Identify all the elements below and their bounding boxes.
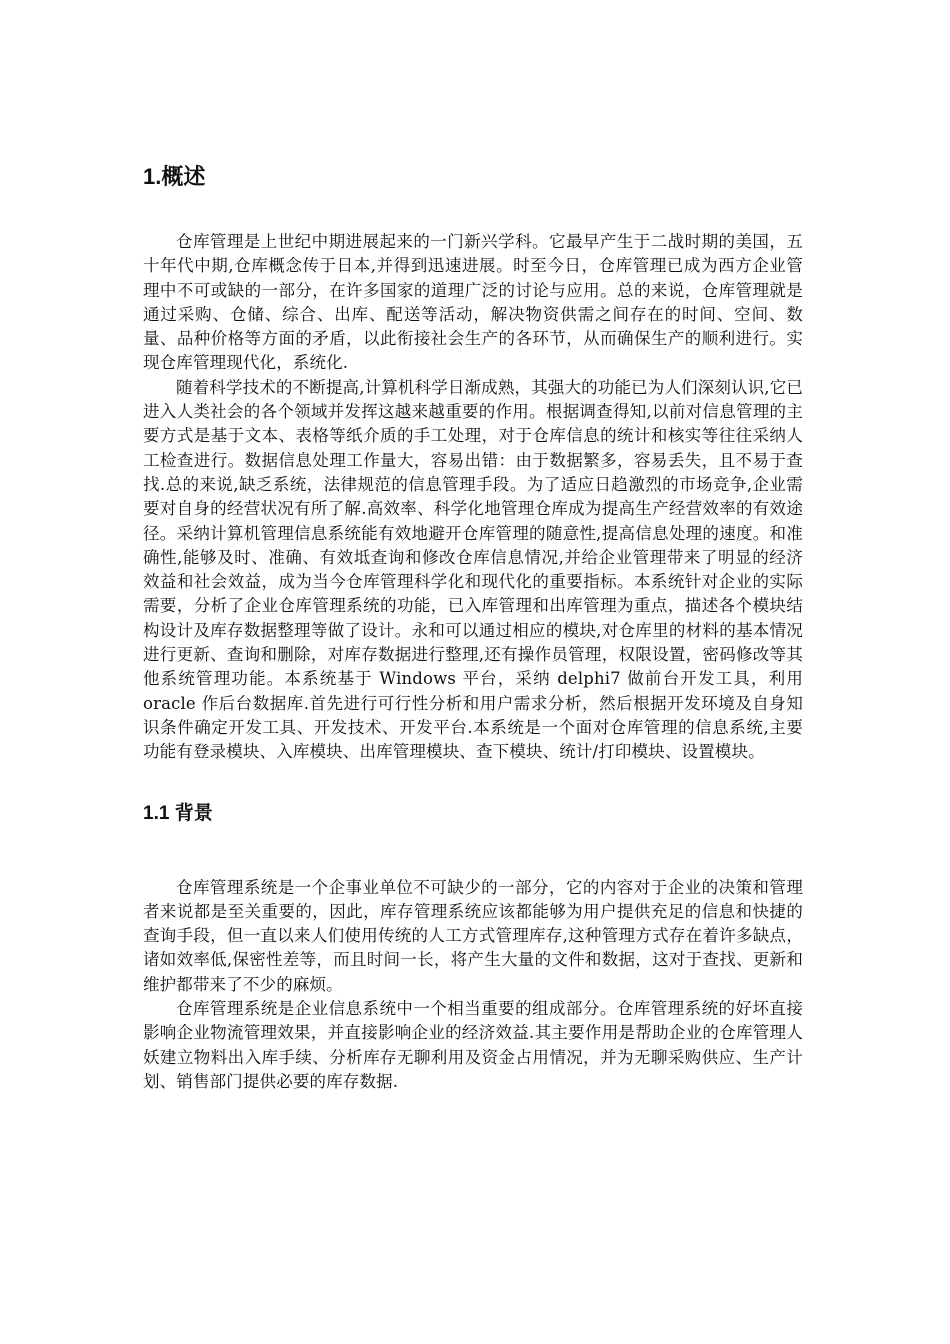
paragraph-overview-1: 仓库管理是上世纪中期进展起来的一门新兴学科。它最早产生于二战时期的美国，五十年代中期,仓库概念传于日本,并得到迅速进展。时至今日，仓库管理已成为西方企业管理中不可或缺的一部分，在许多国家的道理广泛的讨论与应用。总的来说，仓库管理就是通过采购、仓储、综合、出库、配送等活动，解决物资供需之间存在的时间、空间、数量、品种价格等方面的矛盾，以此衔接社会生产的各环节，从而确保生产的顺利进行。实现仓库管理现代化，系统化. xyxy=(143,232,803,373)
paragraph-background-2: 仓库管理系统是企业信息系统中一个相当重要的组成部分。仓库管理系统的好坏直接影响企业物流管理效果，并直接影响企业的经济效益.其主要作用是帮助企业的仓库管理人妖建立物料出入库手续、分析库存无聊利用及资金占用情况，并为无聊采购供应、生产计划、销售部门提供必要的库存数据. xyxy=(143,999,803,1091)
spacer xyxy=(143,765,803,799)
spacer xyxy=(143,194,803,230)
section-heading-background: 1.1 背景 xyxy=(143,802,213,824)
paragraph-background-1: 仓库管理系统是一个企事业单位不可缺少的一部分，它的内容对于企业的决策和管理者来说都是至关重要的，因此，库存管理系统应该都能够为用户提供充足的信息和快捷的查询手段，但一直以来人们使用传统的人工方式管理库存,这种管理方式存在着许多缺点，诸如效率低,保密性差等，而且时间一长，将产生大量的文件和数据，这对于查找、更新和维护都带来了不少的麻烦。 xyxy=(143,877,803,994)
section-heading-overview: 1.概述 xyxy=(143,164,206,189)
spacer xyxy=(143,829,803,876)
paragraph-overview-2: 随着科学技术的不断提高,计算机科学日渐成熟，其强大的功能已为人们深刻认识,它已进入人类社会的各个领域并发挥这越来越重要的作用。根据调查得知,以前对信息管理的主要方式是基于文本、表格等纸介质的手工处理，对于仓库信息的统计和核实等往往采纳人工检查进行。数据信息处理工作量大，容易出错：由于数据繁多，容易丢失，且不易于查找.总的来说,缺乏系统，法律规范的信息管理手段。为了适应日趋激烈的市场竞争,企业需要对自身的经营状况有所了解.高效率、科学化地管理仓库成为提高生产经营效率的有效途径。采纳计算机管理信息系统能有效地避开仓库管理的随意性,提高信息处理的速度。和准确性,能够及时、准确、有效坻查询和修改仓库信息情况,并给企业管理带来了明显的经济效益和社会效益，成为当今仓库管理科学化和现代化的重要指标。本系统针对企业的实际需要，分析了企业仓库管理系统的功能，已入库管理和出库管理为重点，描述各个模块结构设计及库存数据整理等做了设计。永和可以通过相应的模块,对仓库里的材料的基本情况进行更新、查询和删除，对库存数据进行整理,还有操作员管理，权限设置，密码修改等其他系统管理功能。本系统基于 Windows 平台，采纳 delphi7 做前台开发工具，利用 oracle 作后台数据库.首先进行可行性分析和用户需求分析，然后根据开发环境及自身知识条件确定开发工具、开发技术、开发平台.本系统是一个面对仓库管理的信息系统,主要功能有登录模块、入库模块、出库管理模块、查下模块、统计/打印模块、设置模块。 xyxy=(143,377,803,762)
document-body xyxy=(143,160,803,1094)
